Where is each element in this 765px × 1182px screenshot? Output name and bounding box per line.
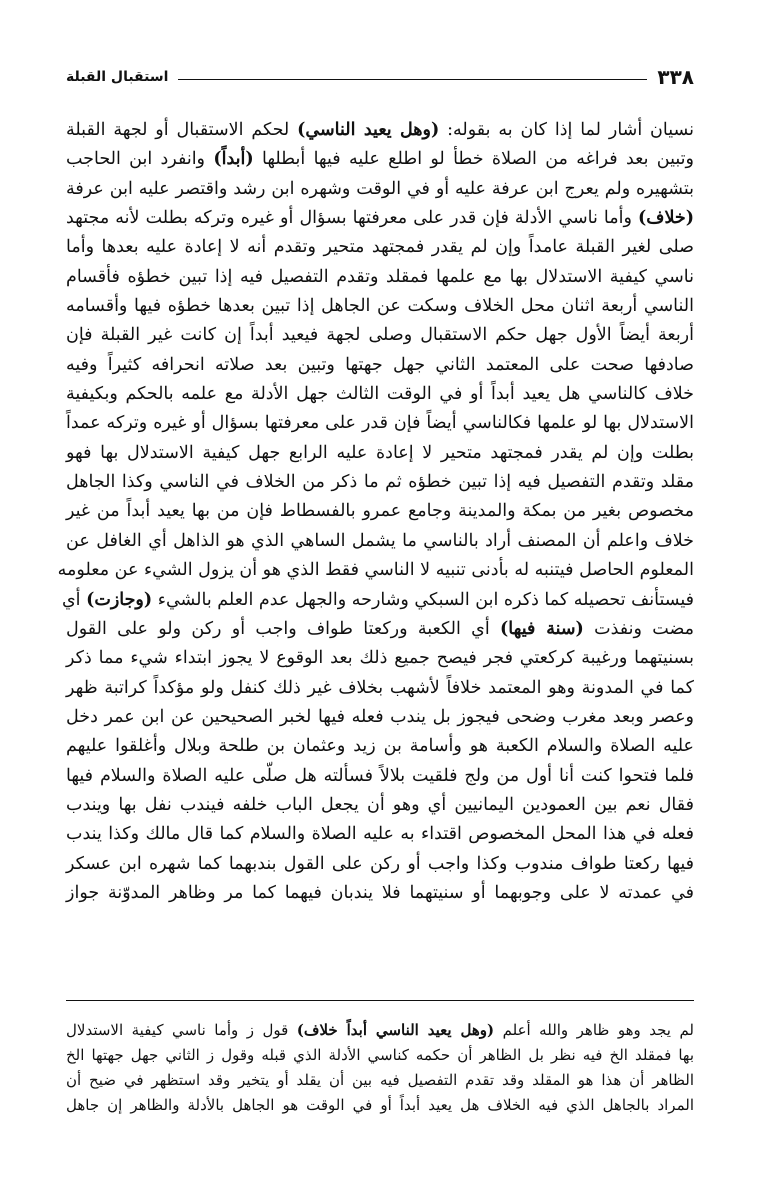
- text-segment: مضت ونفذت: [583, 618, 694, 639]
- text-line: [66, 380, 694, 409]
- text-segment: فعله في هذا المحل المخصوص اقتداء به عليه الصلاة والسلام كما قال مالك وكذا يندب: [66, 824, 694, 845]
- text-segment: مخصوص بغير من بمكة والمدينة وجامع عمرو بالفسطاط فإن من بها يعيد أبداً من غير: [66, 501, 694, 522]
- text-segment: خلاف كالناسي هل يعيد أبداً أو في الوقت الثالث جهل الأدلة مع علمه بالحكم وبكيفية: [66, 384, 694, 405]
- footnote-line: [66, 1093, 694, 1118]
- text-segment: خلاف واعلم أن المصنف أراد بالناسي ما يشمل الساهي الذي هو الذاهل أي الغافل عن: [66, 530, 694, 551]
- text-segment: بطلت وإن لم يقدر فمجتهد متحير لا إعادة عليه الرابع جهل كيفية الاستدلال بها فهو: [66, 442, 694, 463]
- text-line: [66, 321, 694, 350]
- text-segment: فيها ركعتا طواف مندوب وكذا واجب أو ركن على القول بندبهما كما شهره ابن عسكر: [66, 853, 694, 874]
- text-segment: المعلوم الحاصل فيتنبه له بأدنى تنبيه لا الناسي فقط الذي هو أن يزول الشيء عن معلومه: [57, 560, 694, 581]
- text-line: [66, 791, 694, 820]
- header-rule: [178, 79, 647, 80]
- text-segment: الناسي أربعة اثنان محل الخلاف وسكت عن الجاهل إذا تبين بعدها خطؤه فيها وأقسامه: [66, 296, 694, 317]
- text-segment: صلى لغير القبلة عامداً وإن لم يقدر فمجتهد متحير وتقدم أنه لا إعادة عليه بعدها وأما: [66, 237, 694, 258]
- text-segment: بها فمقلد الخ فيه نظر بل الظاهر أن حكمه كناسي الأدلة الذي قبله وقول ز الثاني جهل جهتها الخ: [66, 1046, 694, 1064]
- text-line: [66, 263, 694, 292]
- text-segment: الظاهر أن هذا هو المقلد وقد تقدم التفصيل فيه بين أن يقلد أو يتخير وقد استظهر في ضيح أن: [66, 1071, 694, 1089]
- text-line: [66, 175, 694, 204]
- main-text: [57, 116, 694, 908]
- text-segment: صادفها صحت على المعتمد الثاني جهل جهتها وتبين بعد صلاته انحرافه كثيراً وفيه: [66, 354, 694, 375]
- text-line: [66, 468, 694, 497]
- text-segment: فقال نعم بين العمودين اليمانيين أي وهو أن يجعل الباب خلفه فيندب نفل بها ويندب: [66, 794, 694, 815]
- text-line: [66, 233, 694, 262]
- text-segment: وتبين بعد فراغه من الصلاة خطأ لو اطلع عليه فيها أبطلها: [253, 149, 694, 170]
- running-title: استقبال القبلة: [66, 69, 169, 85]
- footnotes: [66, 1018, 694, 1118]
- text-segment: في عمدته لا على وجوبهما أو سنيتهما فلا يندبان فيهما كما مر وظاهر المدوّنة جواز: [66, 882, 694, 903]
- text-segment: ناسي كيفية الاستدلال بها مع علمها فمقلد وتقدم التفصيل فيه إذا تبين خطؤه فأقسام: [66, 266, 694, 287]
- text-segment: مقلد وتقدم التفصيل فيه إذا تبين خطؤه ثم ما ذكر من الخلاف في الناسي وكذا الجاهل: [66, 472, 694, 493]
- text-line: [66, 527, 694, 556]
- text-line: [66, 850, 694, 879]
- text-segment: أربعة أيضاً الأول جهل حكم الاستقبال وصلى لجهة فيعيد أبداً إن كانت غير القبلة فإن: [66, 325, 694, 346]
- bold-keyword: (وهل يعيد الناسي أبداً خلاف): [296, 1021, 495, 1039]
- text-line: [66, 497, 694, 526]
- text-line: [66, 820, 694, 849]
- footnote-line: [66, 1068, 694, 1093]
- text-segment: بسنيتهما ورغيبة كركعتي فجر فيصح جميع ذلك بعد الوقوع لا يجوز ابتداء شيء مما ذكر: [66, 648, 694, 669]
- text-line: [66, 409, 694, 438]
- page-number: ٣٣٨: [657, 65, 694, 89]
- bold-keyword: (خلاف): [638, 208, 694, 229]
- text-line: [66, 615, 694, 644]
- text-segment: كما في المدونة وهو المعتمد خلافاً لأشهب بخلاف غير ذلك كنفل ولو مؤكداً كراتبة ظهر: [66, 677, 694, 698]
- text-line: [66, 674, 694, 703]
- footnote-line: [66, 1043, 694, 1068]
- text-line: [66, 145, 694, 174]
- footnote-separator: [66, 1000, 694, 1001]
- bold-keyword: (سنة فيها): [500, 618, 584, 639]
- text-segment: وانفرد ابن الحاجب: [66, 149, 214, 170]
- text-line: [57, 556, 694, 585]
- bold-keyword: (أبداً): [213, 149, 254, 170]
- text-line: [66, 703, 694, 732]
- text-line: [66, 762, 694, 791]
- text-segment: لم يجد وهو ظاهر والله أعلم: [494, 1021, 694, 1039]
- bold-keyword: (وجازت): [86, 589, 153, 610]
- text-line: [66, 644, 694, 673]
- page-header: [66, 60, 694, 94]
- footnote-line: [66, 1018, 694, 1043]
- text-segment: قول ز وأما ناسي كيفية الاستدلال: [66, 1021, 297, 1039]
- text-line: [66, 732, 694, 761]
- text-line: [66, 879, 694, 908]
- text-segment: وعصر وبعد مغرب وضحى فيجوز بل يندب فعله فيها لخبر الصحيحين عن ابن عمر دخل: [66, 706, 694, 727]
- text-segment: لحكم الاستقبال أو لجهة القبلة: [66, 120, 298, 140]
- text-segment: المراد بالجاهل الذي فيه الخلاف هل يعيد أبداً أو في الوقت هو الجاهل بالأدلة والظاهر إن جاهل: [66, 1096, 694, 1114]
- text-line: [61, 586, 694, 615]
- text-segment: فيستأنف تحصيله كما ذكره ابن السبكي وشارحه والجهل عدم العلم بالشيء: [152, 589, 694, 610]
- text-line: [66, 439, 694, 468]
- text-segment: الاستدلال بها لو علمها فكالناسي أيضاً فإن قدر على معرفتها بسؤال أو غيره وتركه عمداً: [66, 413, 694, 434]
- text-line: [66, 204, 694, 233]
- bold-keyword: (وهل يعيد الناسي): [297, 120, 440, 140]
- text-segment: فلما فتحوا كنت أنا أول من ولج فلقيت بلالاً فسألته هل صلّى عليه الصلاة والسلام فيها: [66, 765, 694, 786]
- text-line: [66, 116, 694, 145]
- text-segment: بتشهيره ولم يعرج ابن عرفة عليه أو في الوقت وشهره ابن رشد واقتصر عليه ابن عرفة: [66, 178, 694, 199]
- text-line: [66, 351, 694, 380]
- text-line: [66, 292, 694, 321]
- text-segment: عليه الصلاة والسلام الكعبة هو وأسامة بن زيد وعثمان بن طلحة وبلال وأغلقوا عليهم: [66, 736, 694, 757]
- text-segment: وأما ناسي الأدلة فإن قدر على معرفتها بسؤال أو غيره وتركه بطلت لأنه مجتهد: [66, 208, 639, 229]
- text-segment: أي: [61, 589, 87, 610]
- text-segment: نسيان أشار لما إذا كان به بقوله:: [439, 120, 694, 140]
- text-segment: أي الكعبة وركعتا طواف واجب أو ركن ولو على القول: [66, 618, 501, 639]
